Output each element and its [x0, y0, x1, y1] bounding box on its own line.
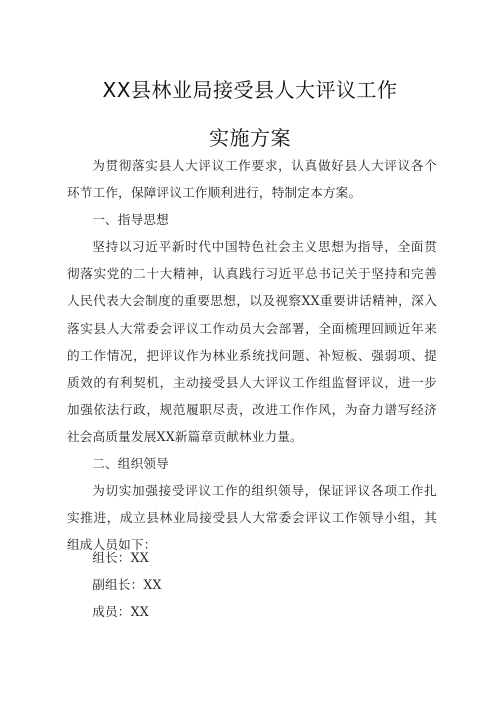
member-line: 成员：XX [92, 604, 149, 619]
section-1-heading-text: 一、指导思想 [92, 212, 169, 227]
intro-text: 为贯彻落实县人大评议工作要求，认真做好县人大评议各个环节工作，保障评议工作顺利进行，特制定本方案。 [67, 158, 437, 201]
section-2-text: 为切实加强接受评议工作的组织领导，保证评议各项工作扎实推进，成立县林业局接受县人大常委会评议工作领导小组，其组成人员如下： [67, 483, 437, 553]
member-deputy-leader [67, 571, 437, 598]
section-1-paragraph [67, 233, 437, 451]
member-members [67, 598, 437, 625]
member-leader [67, 544, 437, 571]
section-1-heading [67, 206, 437, 233]
member-line: 组长：XX [92, 550, 149, 565]
section-2-heading-text: 二、组织领导 [92, 456, 169, 471]
member-line: 副组长：XX [92, 577, 162, 592]
section-1-text: 坚持以习近平新时代中国特色社会主义思想为指导，全面贯彻落实党的二十大精神，认真践行习近平总书记关于坚持和完善人民代表大会制度的重要思想，以及视察XX重要讲话精神，深入落实县人大常委会评议工作动员大会部署，全面梳理回顾近年来的工作情况，把评议作为林业系统找问题、补短板、强弱项、提质效的有利契机，主动接受县人大评议工作组监督评议，进一步加强依法行政，规范履职尽责，改进工作作风，为奋力谱写经济社会高质量发展XX新篇章贡献林业力量。 [67, 239, 437, 445]
document-title-line-2: 实施方案 [209, 126, 291, 150]
intro-paragraph [67, 152, 437, 206]
section-2-heading [67, 450, 437, 477]
document-title-line-1: XX县林业局接受县人大评议工作 [102, 78, 398, 102]
